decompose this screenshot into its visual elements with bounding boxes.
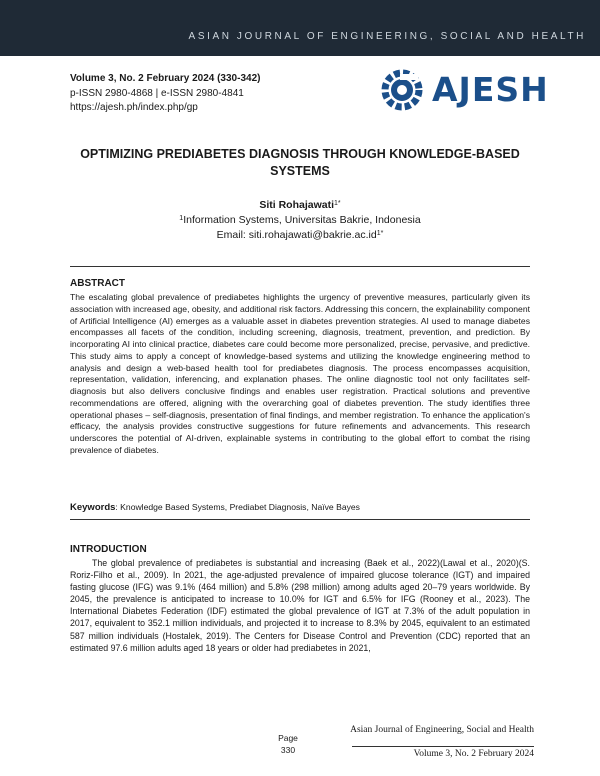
divider-top [70,266,530,267]
banner-title: ASIAN JOURNAL OF ENGINEERING, SOCIAL AND HEALTH [188,31,586,42]
page-number: 330 [280,745,296,755]
author-email: Email: siti.rohajawati@bakrie.ac.id [216,229,377,241]
keywords-label: Keywords [70,502,116,513]
footer-issue: Volume 3, No. 2 February 2024 [413,749,534,759]
abstract-heading: ABSTRACT [70,278,125,289]
issn-line: p-ISSN 2980-4868 | e-ISSN 2980-4841 [70,87,244,99]
article-title [70,146,530,180]
title-line-1: OPTIMIZING PREDIABETES DIAGNOSIS THROUGH KNOWLEDGE-BASED [80,147,520,161]
author-superscript: 1* [334,200,341,207]
logo-wordmark: AJESH [432,70,549,109]
introduction-heading: INTRODUCTION [70,544,147,555]
affiliation: Information Systems, Universitas Bakrie, Indonesia [183,214,421,226]
abstract-text: The escalating global prevalence of prediabetes highlights the urgency of preventive measures, particularly given its association with increased age, obesity, and additional risk factors. Addressing this concern, the explainability component of Artificial Intelligence (AI) emerges as a valuable asset in diabetes prevention strategies. AI used to manage diabetes encompasses all facets of the condition, including screening, diagnosis, treatment, prevention, and prediction. By incorporating AI into clinical practice, diabetes care could become more personalized, precise, pervasive, and predictive. This study aims to apply a concept of knowledge-based systems and utilizing the knowledge engineering method to analysis and design a web-based health tool for prediabetes diagnosis. The process encompasses acquisition, representation, validation, inferencing, and explanation phases. The online diagnostic tool not only facilitates self-diagnosis but also delivers conclusive findings and enables user registration. Practical solutions and preventive recommendations are offered, aligning with the overarching goal of diabetes prevention. The study identifies three operational phases – self-diagnosis, presentation of final findings, and member registration. To enhance the application's efficacy, the analysis provides constructive suggestions for future refinements and advancements. This research underscores the potential of AI-driven, explainable systems in contributing to the global effort to combat the rising prevalence of diabetes. [70,292,530,455]
issue-metadata [70,72,260,116]
author-name: Siti Rohajawati [259,199,335,211]
email-superscript: 1* [376,230,384,237]
footer-divider [352,746,534,747]
volume-line: Volume 3, No. 2 February 2024 (330-342) [70,73,261,84]
keywords-line [70,502,360,513]
gear-icon [380,68,426,112]
title-line-2: SYSTEMS [270,164,330,178]
keywords-list: : Knowledge Based Systems, Prediabet Diagnosis, Naïve Bayes [115,502,360,512]
url-line: https://ajesh.ph/index.php/gp [70,102,198,113]
page-number-block [272,732,304,756]
divider-bottom [70,519,530,520]
page-label: Page [278,733,298,743]
footer-journal-name: Asian Journal of Engineering, Social and Health [350,725,534,735]
affiliation-superscript: 1 [179,215,184,222]
journal-banner [0,0,600,56]
journal-logo [380,68,549,112]
introduction-text: The global prevalence of prediabetes is substantial and increasing (Baek et al., 2022)(Lawal et al., 2020)(S. Roriz-Filho et al., 2009). In 2021, the age-adjusted prevalence of impaired glucose tolerance (IGT) and impaired fasting glucose (IFG) was 9.1% (464 million) and 5.8% (298 million) among adults aged 20–79 years worldwide. By 2045, the prevalence is anticipated to increase to 10.0% for IGT and 6.5% for IFG (Rooney et al., 2023). The International Diabetes Federation (IDF) estimated the global prevalence of IGT at 7.3% of the adult population in 2017, equivalent to 352.1 million individuals, and projected it to increase to 8.3% by 2045, equivalent to an estimated 587 million individuals (Hostalek, 2019). The Centers for Disease Control and Prevention (CDC) reported that an estimated 97.6 million adults aged 18 years or older had prediabetes in 2021, [70,558,530,653]
author-block [70,198,530,243]
